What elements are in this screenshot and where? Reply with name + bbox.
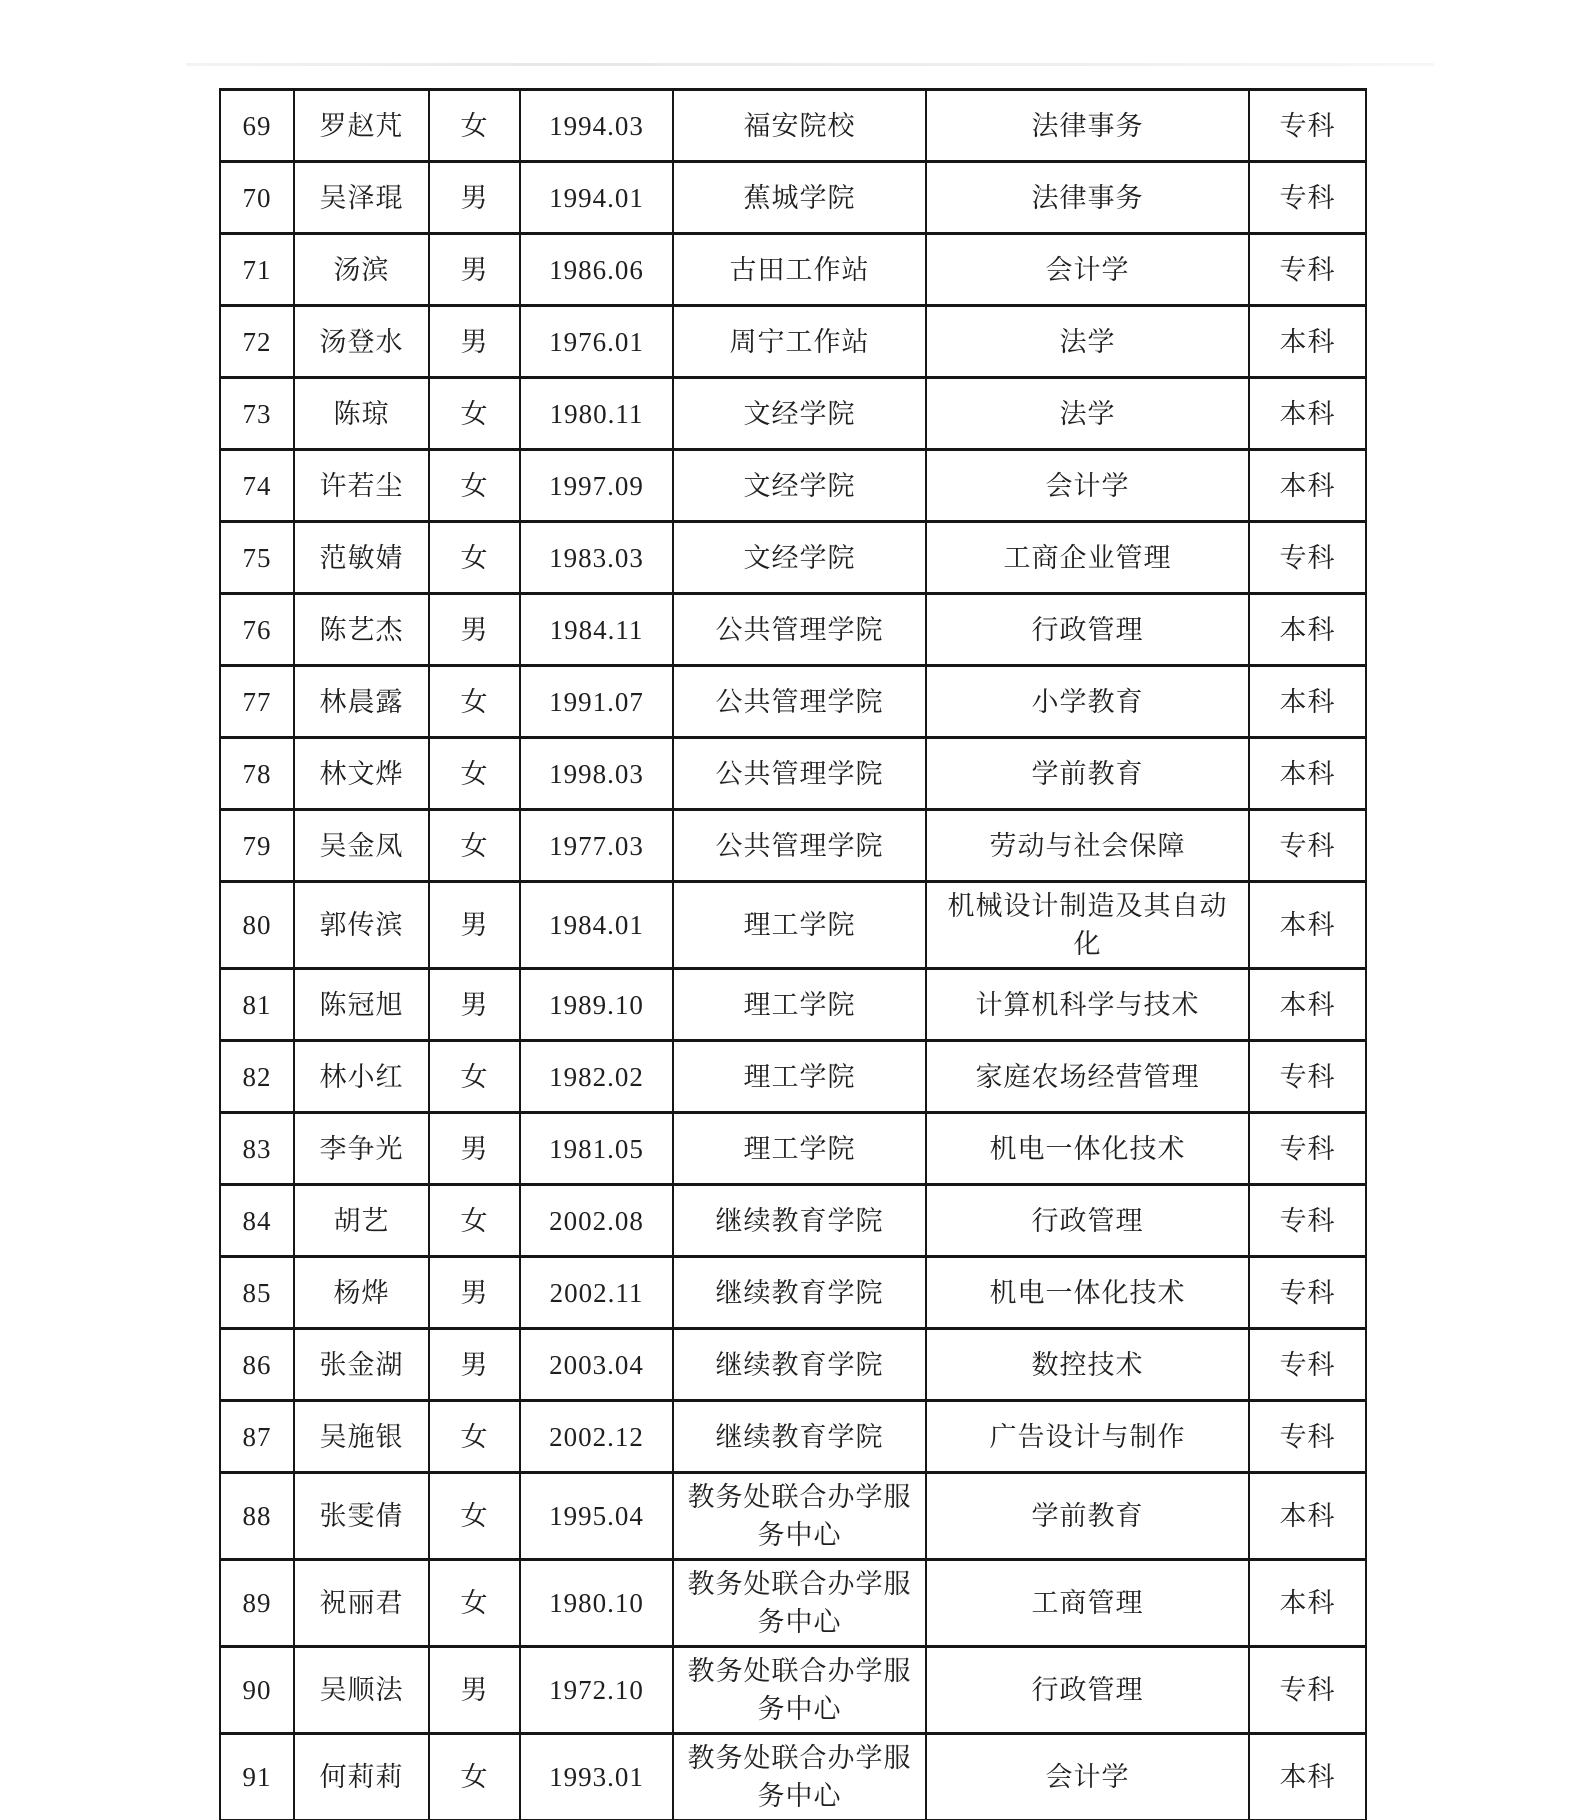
cell-no: 73 bbox=[220, 378, 294, 450]
cell-college: 教务处联合办学服务中心 bbox=[673, 1647, 926, 1734]
cell-college: 公共管理学院 bbox=[673, 594, 926, 666]
cell-college: 福安院校 bbox=[673, 90, 926, 162]
table-row bbox=[220, 378, 1366, 450]
cell-birth: 1980.11 bbox=[520, 378, 673, 450]
cell-level: 本科 bbox=[1249, 882, 1366, 969]
cell-name: 杨烨 bbox=[294, 1257, 429, 1329]
table-row bbox=[220, 1329, 1366, 1401]
cell-level: 专科 bbox=[1249, 234, 1366, 306]
cell-name: 张雯倩 bbox=[294, 1473, 429, 1560]
cell-major: 小学教育 bbox=[926, 666, 1249, 738]
cell-level: 本科 bbox=[1249, 969, 1366, 1041]
cell-major: 家庭农场经营管理 bbox=[926, 1041, 1249, 1113]
cell-birth: 1984.11 bbox=[520, 594, 673, 666]
cell-major: 会计学 bbox=[926, 1734, 1249, 1820]
cell-gender: 女 bbox=[429, 1185, 520, 1257]
cell-college: 理工学院 bbox=[673, 882, 926, 969]
cell-gender: 男 bbox=[429, 882, 520, 969]
cell-gender: 男 bbox=[429, 306, 520, 378]
cell-name: 张金湖 bbox=[294, 1329, 429, 1401]
table-row bbox=[220, 594, 1366, 666]
cell-birth: 1982.02 bbox=[520, 1041, 673, 1113]
cell-no: 79 bbox=[220, 810, 294, 882]
table-row bbox=[220, 1647, 1366, 1734]
table-row bbox=[220, 450, 1366, 522]
cell-birth: 1981.05 bbox=[520, 1113, 673, 1185]
cell-major: 行政管理 bbox=[926, 1647, 1249, 1734]
cell-gender: 女 bbox=[429, 1473, 520, 1560]
roster-body bbox=[220, 90, 1366, 1820]
cell-no: 70 bbox=[220, 162, 294, 234]
cell-major: 工商企业管理 bbox=[926, 522, 1249, 594]
cell-birth: 1993.01 bbox=[520, 1734, 673, 1820]
cell-birth: 1977.03 bbox=[520, 810, 673, 882]
cell-gender: 男 bbox=[429, 1647, 520, 1734]
cell-gender: 女 bbox=[429, 1560, 520, 1647]
cell-no: 69 bbox=[220, 90, 294, 162]
cell-level: 本科 bbox=[1249, 1473, 1366, 1560]
cell-level: 专科 bbox=[1249, 1041, 1366, 1113]
cell-name: 胡艺 bbox=[294, 1185, 429, 1257]
cell-college: 继续教育学院 bbox=[673, 1329, 926, 1401]
cell-level: 本科 bbox=[1249, 1734, 1366, 1820]
cell-birth: 1980.10 bbox=[520, 1560, 673, 1647]
cell-gender: 男 bbox=[429, 1113, 520, 1185]
cell-name: 吴泽琨 bbox=[294, 162, 429, 234]
cell-birth: 1972.10 bbox=[520, 1647, 673, 1734]
cell-birth: 1983.03 bbox=[520, 522, 673, 594]
scan-artifact-line bbox=[186, 63, 1434, 66]
cell-major: 学前教育 bbox=[926, 1473, 1249, 1560]
table-row bbox=[220, 306, 1366, 378]
cell-level: 专科 bbox=[1249, 1647, 1366, 1734]
cell-gender: 男 bbox=[429, 594, 520, 666]
cell-college: 教务处联合办学服务中心 bbox=[673, 1560, 926, 1647]
cell-gender: 男 bbox=[429, 969, 520, 1041]
cell-level: 专科 bbox=[1249, 1257, 1366, 1329]
cell-college: 公共管理学院 bbox=[673, 738, 926, 810]
cell-level: 专科 bbox=[1249, 810, 1366, 882]
cell-name: 陈艺杰 bbox=[294, 594, 429, 666]
cell-major: 行政管理 bbox=[926, 594, 1249, 666]
cell-no: 86 bbox=[220, 1329, 294, 1401]
cell-birth: 1994.03 bbox=[520, 90, 673, 162]
cell-name: 许若尘 bbox=[294, 450, 429, 522]
cell-no: 89 bbox=[220, 1560, 294, 1647]
cell-no: 85 bbox=[220, 1257, 294, 1329]
cell-no: 72 bbox=[220, 306, 294, 378]
cell-major: 劳动与社会保障 bbox=[926, 810, 1249, 882]
cell-level: 专科 bbox=[1249, 90, 1366, 162]
cell-college: 理工学院 bbox=[673, 969, 926, 1041]
cell-gender: 男 bbox=[429, 162, 520, 234]
cell-level: 专科 bbox=[1249, 1329, 1366, 1401]
table-row bbox=[220, 1560, 1366, 1647]
cell-no: 83 bbox=[220, 1113, 294, 1185]
table-row bbox=[220, 810, 1366, 882]
cell-birth: 1998.03 bbox=[520, 738, 673, 810]
cell-major: 机电一体化技术 bbox=[926, 1257, 1249, 1329]
cell-major: 法学 bbox=[926, 378, 1249, 450]
cell-no: 78 bbox=[220, 738, 294, 810]
table-row bbox=[220, 1113, 1366, 1185]
cell-gender: 女 bbox=[429, 522, 520, 594]
cell-major: 会计学 bbox=[926, 450, 1249, 522]
table-row bbox=[220, 522, 1366, 594]
cell-college: 古田工作站 bbox=[673, 234, 926, 306]
cell-name: 林小红 bbox=[294, 1041, 429, 1113]
table-row bbox=[220, 1185, 1366, 1257]
cell-name: 汤滨 bbox=[294, 234, 429, 306]
cell-level: 本科 bbox=[1249, 666, 1366, 738]
cell-level: 本科 bbox=[1249, 594, 1366, 666]
cell-name: 何莉莉 bbox=[294, 1734, 429, 1820]
table-row bbox=[220, 738, 1366, 810]
table-row bbox=[220, 90, 1366, 162]
cell-name: 吴施银 bbox=[294, 1401, 429, 1473]
cell-major: 学前教育 bbox=[926, 738, 1249, 810]
cell-gender: 女 bbox=[429, 378, 520, 450]
cell-major: 法律事务 bbox=[926, 162, 1249, 234]
cell-name: 林文烨 bbox=[294, 738, 429, 810]
cell-level: 专科 bbox=[1249, 522, 1366, 594]
cell-college: 理工学院 bbox=[673, 1113, 926, 1185]
table-row bbox=[220, 234, 1366, 306]
cell-major: 计算机科学与技术 bbox=[926, 969, 1249, 1041]
cell-college: 继续教育学院 bbox=[673, 1185, 926, 1257]
cell-no: 77 bbox=[220, 666, 294, 738]
cell-gender: 女 bbox=[429, 666, 520, 738]
cell-birth: 1984.01 bbox=[520, 882, 673, 969]
table-row bbox=[220, 1401, 1366, 1473]
cell-birth: 1986.06 bbox=[520, 234, 673, 306]
cell-birth: 1995.04 bbox=[520, 1473, 673, 1560]
cell-gender: 女 bbox=[429, 810, 520, 882]
cell-no: 76 bbox=[220, 594, 294, 666]
cell-gender: 女 bbox=[429, 1401, 520, 1473]
cell-gender: 女 bbox=[429, 450, 520, 522]
cell-gender: 男 bbox=[429, 1329, 520, 1401]
cell-level: 专科 bbox=[1249, 1401, 1366, 1473]
cell-college: 文经学院 bbox=[673, 450, 926, 522]
table-row bbox=[220, 1257, 1366, 1329]
cell-major: 会计学 bbox=[926, 234, 1249, 306]
table-row bbox=[220, 882, 1366, 969]
cell-name: 郭传滨 bbox=[294, 882, 429, 969]
cell-college: 教务处联合办学服务中心 bbox=[673, 1734, 926, 1820]
cell-level: 本科 bbox=[1249, 450, 1366, 522]
cell-level: 本科 bbox=[1249, 738, 1366, 810]
cell-birth: 2002.11 bbox=[520, 1257, 673, 1329]
cell-birth: 1976.01 bbox=[520, 306, 673, 378]
cell-name: 罗赵芃 bbox=[294, 90, 429, 162]
cell-college: 继续教育学院 bbox=[673, 1401, 926, 1473]
cell-major: 机电一体化技术 bbox=[926, 1113, 1249, 1185]
table-row bbox=[220, 1473, 1366, 1560]
cell-no: 82 bbox=[220, 1041, 294, 1113]
table-row bbox=[220, 1734, 1366, 1820]
cell-college: 周宁工作站 bbox=[673, 306, 926, 378]
cell-no: 88 bbox=[220, 1473, 294, 1560]
cell-major: 工商管理 bbox=[926, 1560, 1249, 1647]
cell-college: 文经学院 bbox=[673, 522, 926, 594]
cell-name: 祝丽君 bbox=[294, 1560, 429, 1647]
cell-birth: 2002.12 bbox=[520, 1401, 673, 1473]
cell-name: 陈冠旭 bbox=[294, 969, 429, 1041]
cell-level: 本科 bbox=[1249, 378, 1366, 450]
cell-no: 90 bbox=[220, 1647, 294, 1734]
cell-major: 广告设计与制作 bbox=[926, 1401, 1249, 1473]
cell-college: 继续教育学院 bbox=[673, 1257, 926, 1329]
cell-level: 本科 bbox=[1249, 306, 1366, 378]
cell-level: 专科 bbox=[1249, 1113, 1366, 1185]
table-row bbox=[220, 969, 1366, 1041]
cell-college: 教务处联合办学服务中心 bbox=[673, 1473, 926, 1560]
cell-major: 机械设计制造及其自动化 bbox=[926, 882, 1249, 969]
cell-major: 法学 bbox=[926, 306, 1249, 378]
cell-major: 数控技术 bbox=[926, 1329, 1249, 1401]
cell-no: 71 bbox=[220, 234, 294, 306]
cell-no: 81 bbox=[220, 969, 294, 1041]
cell-level: 本科 bbox=[1249, 1560, 1366, 1647]
table-row bbox=[220, 1041, 1366, 1113]
cell-birth: 1997.09 bbox=[520, 450, 673, 522]
cell-gender: 女 bbox=[429, 1041, 520, 1113]
cell-no: 80 bbox=[220, 882, 294, 969]
cell-gender: 女 bbox=[429, 1734, 520, 1820]
cell-college: 文经学院 bbox=[673, 378, 926, 450]
cell-no: 87 bbox=[220, 1401, 294, 1473]
cell-birth: 2002.08 bbox=[520, 1185, 673, 1257]
cell-name: 吴顺法 bbox=[294, 1647, 429, 1734]
cell-gender: 女 bbox=[429, 738, 520, 810]
cell-gender: 男 bbox=[429, 234, 520, 306]
cell-major: 法律事务 bbox=[926, 90, 1249, 162]
cell-birth: 1994.01 bbox=[520, 162, 673, 234]
cell-no: 84 bbox=[220, 1185, 294, 1257]
cell-major: 行政管理 bbox=[926, 1185, 1249, 1257]
cell-name: 吴金凤 bbox=[294, 810, 429, 882]
cell-level: 专科 bbox=[1249, 162, 1366, 234]
table-row bbox=[220, 162, 1366, 234]
cell-college: 公共管理学院 bbox=[673, 666, 926, 738]
cell-name: 李争光 bbox=[294, 1113, 429, 1185]
cell-no: 74 bbox=[220, 450, 294, 522]
cell-birth: 1989.10 bbox=[520, 969, 673, 1041]
cell-name: 陈琼 bbox=[294, 378, 429, 450]
cell-birth: 2003.04 bbox=[520, 1329, 673, 1401]
cell-name: 范敏婧 bbox=[294, 522, 429, 594]
cell-college: 公共管理学院 bbox=[673, 810, 926, 882]
cell-level: 专科 bbox=[1249, 1185, 1366, 1257]
student-roster-table bbox=[219, 88, 1367, 1820]
cell-gender: 男 bbox=[429, 1257, 520, 1329]
cell-no: 75 bbox=[220, 522, 294, 594]
table-row bbox=[220, 666, 1366, 738]
cell-birth: 1991.07 bbox=[520, 666, 673, 738]
cell-name: 汤登水 bbox=[294, 306, 429, 378]
cell-college: 蕉城学院 bbox=[673, 162, 926, 234]
cell-college: 理工学院 bbox=[673, 1041, 926, 1113]
cell-name: 林晨露 bbox=[294, 666, 429, 738]
cell-no: 91 bbox=[220, 1734, 294, 1820]
cell-gender: 女 bbox=[429, 90, 520, 162]
